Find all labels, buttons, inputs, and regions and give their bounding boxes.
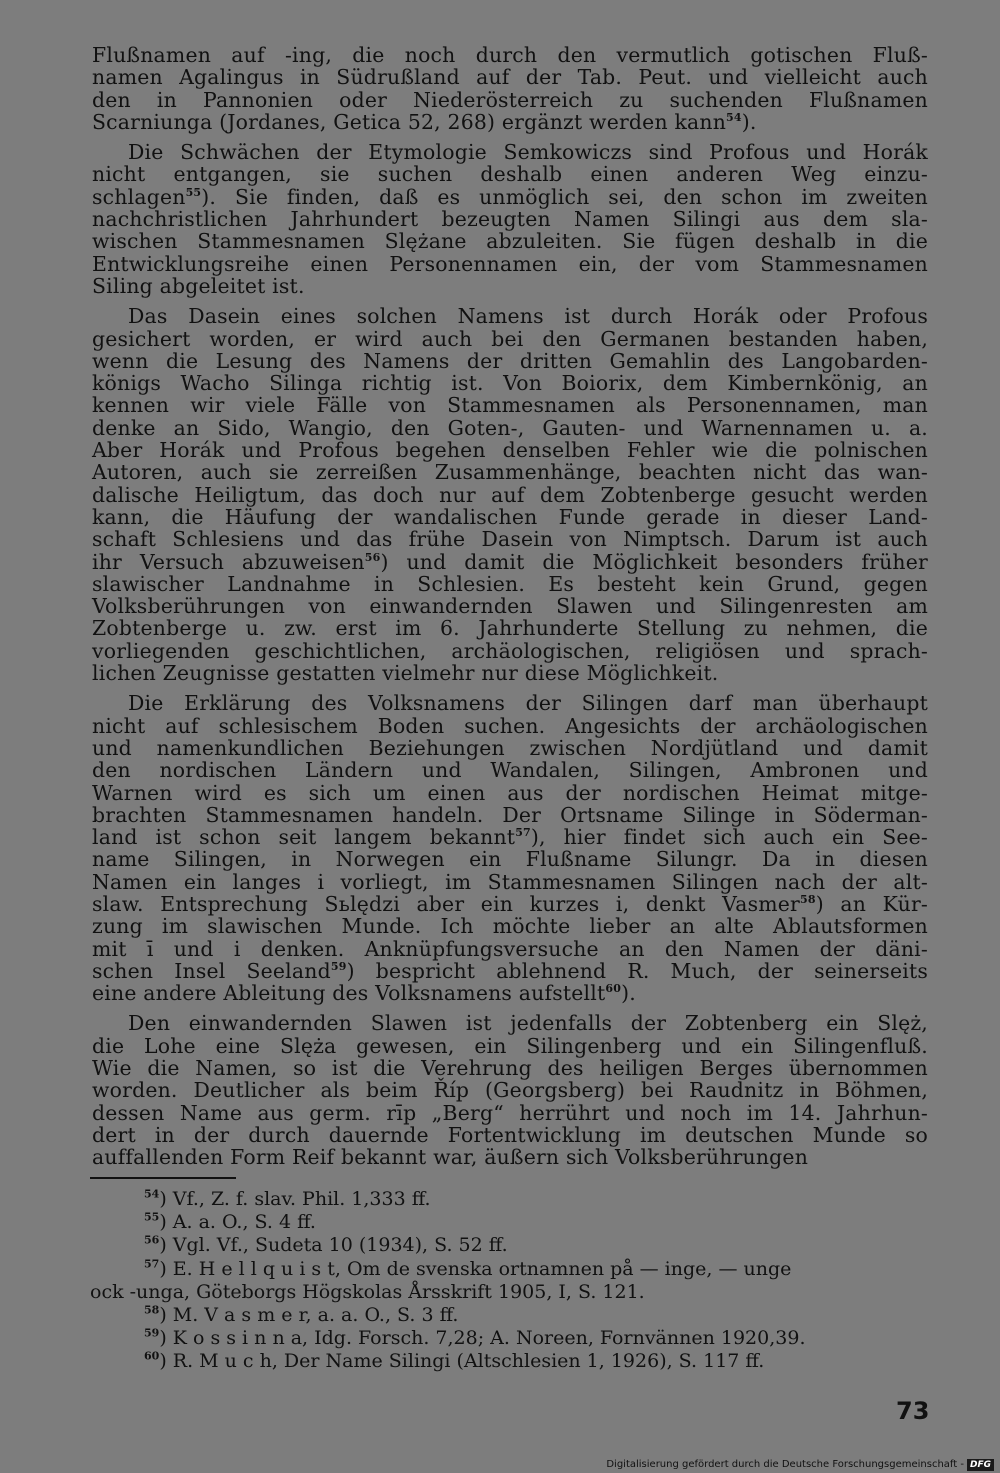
text-line: slaw. Entsprechung Sьlędzi aber ein kurzes i, denkt Vasmer$^{58}$) an Kür- (92, 891, 929, 916)
text-line: eine andere Ableitung des Volksnamens aufstellt$^{60}$). (92, 981, 636, 1006)
footnote: $^{55}$) A. a. O., S. 4 ff. (144, 1210, 316, 1234)
text-line: dalische Heiligtum, das doch nur auf dem Zobtenberge gesucht werden (92, 482, 928, 507)
text-line: gesichert worden, er wird auch bei den Germanen bestanden haben, (92, 326, 928, 351)
footnotes (90, 1188, 930, 1374)
footnote: $^{57}$) E. H e l l q u i s t, Om de svenska ortnamnen på — inge, — unge (144, 1257, 792, 1280)
text-line: zung im slawischen Munde. Ich möchte lieber an alte Ablautsformen (92, 914, 928, 939)
text-line: brachten Stammesnamen handeln. Der Ortsname Silinge in Söderman- (92, 802, 928, 827)
text-line: schlagen$^{55}$). Sie finden, daß es unmöglich sei, den schon im zweiten (92, 184, 928, 209)
text-line: Siling abgeleitet ist. (92, 273, 305, 298)
paragraph (92, 44, 928, 133)
text-line: Entwicklungsreihe einen Personennamen ein, der vom Stammesnamen (92, 251, 928, 276)
footnote-number: 54 (144, 1187, 160, 1201)
text-line: Die Schwächen der Etymologie Semkowiczs sind Profous und Horák (128, 140, 928, 165)
text-line: vorliegenden geschichtlichen, archäologischen, religiösen und sprach- (92, 638, 928, 663)
text-line: denke an Sido, Wangio, den Goten-, Gauten- und Warnennamen u. a. (92, 415, 928, 440)
footnote-number: 60 (144, 1350, 160, 1364)
paragraph (92, 141, 928, 297)
text-line: schen Insel Seeland$^{59}$) bespricht ablehnend R. Much, der seinerseits (92, 958, 928, 983)
text-line: königs Wacho Silinga richtig ist. Von Boiorix, dem Kimbernkönig, an (92, 371, 928, 396)
footnote-number: 55 (144, 1210, 160, 1224)
digitization-credit (606, 1459, 994, 1471)
footnote: ock -unga, Göteborgs Högskolas Årsskrift 1905, I, S. 121. (90, 1280, 645, 1303)
text-line: kennen wir viele Fälle von Stammesnamen als Personennamen, man (92, 393, 928, 418)
text-line: den in Pannonien oder Niederösterreich zu suchenden Flußnamen (92, 87, 928, 112)
text-line: Aber Horák und Profous begehen denselben Fehler wie die polnischen (92, 438, 928, 463)
text-line: Zobtenberge u. zw. erst im 6. Jahrhunderte Stellung zu nehmen, die (92, 616, 928, 641)
text-line: Warnen wird es sich um einen aus der nordischen Heimat mitge- (92, 780, 928, 805)
footnote-ref: 55 (185, 185, 202, 199)
dfg-logo: DFG (967, 1459, 994, 1471)
footnote: $^{58}$) M. V a s m e r, a. a. O., S. 3 ff. (144, 1303, 459, 1327)
text-line: mit ī und i denken. Anknüpfungsversuche an den Namen der däni- (92, 936, 928, 961)
footnote-ref: 58 (800, 893, 816, 907)
footnote-ref: 59 (330, 960, 347, 974)
footnote-ref: 54 (726, 111, 742, 125)
text-line: nicht entgangen, sie suchen deshalb einen anderen Weg einzu- (92, 162, 928, 187)
text-line: dert in der durch dauernde Fortentwicklung im deutschen Munde so (92, 1122, 928, 1147)
main-text (92, 44, 928, 1169)
text-line: wenn die Lesung des Namens der dritten Gemahlin des Langobarden- (92, 348, 928, 373)
footnote-number: 57 (144, 1257, 160, 1271)
credit-text: Digitalisierung gefördert durch die Deutsche Forschungsgemeinschaft - (606, 1459, 964, 1470)
text-line: Das Dasein eines solchen Namens ist durch Horák oder Profous (128, 304, 928, 329)
text-line: slawischer Landnahme in Schlesien. Es besteht kein Grund, gegen (92, 571, 928, 596)
footnote-number: 56 (144, 1234, 160, 1248)
footnote: $^{54}$) Vf., Z. f. slav. Phil. 1,333 ff. (144, 1187, 431, 1210)
footnote-number: 59 (144, 1326, 160, 1340)
text-line: land ist schon seit langem bekannt$^{57}$), hier findet sich auch ein See- (92, 825, 928, 850)
text-line: ihr Versuch abzuweisen$^{56}$) und damit die Möglichkeit besonders früher (92, 549, 928, 574)
text-line: schaft Schlesiens und das frühe Dasein von Nimptsch. Darum ist auch (92, 527, 928, 552)
footnote: $^{60}$) R. M u c h, Der Name Silingi (Altschlesien 1, 1926), S. 117 ff. (144, 1350, 765, 1373)
footnote-number: 58 (144, 1303, 160, 1317)
text-line: Autoren, auch sie zerreißen Zusammenhänge, beachten nicht das wan- (92, 460, 928, 485)
text-line: und namenkundlichen Beziehungen zwischen Nordjütland und damit (92, 735, 928, 760)
text-line: Scarniunga (Jordanes, Getica 52, 268) ergänzt werden kann$^{54}$). (92, 109, 757, 134)
paragraph (92, 305, 928, 684)
text-line: kann, die Häufung der wandalischen Funde gerade in dieser Land- (92, 504, 928, 529)
text-line: den nordischen Ländern und Wandalen, Silingen, Ambronen und (92, 758, 928, 783)
text-line: worden. Deutlicher als beim Říp (Georgsberg) bei Raudnitz in Böhmen, (92, 1078, 928, 1103)
footnote-ref: 57 (515, 826, 531, 840)
text-line: Die Erklärung des Volksnamens der Silingen darf man überhaupt (128, 691, 928, 716)
text-line: die Lohe eine Slęża gewesen, ein Silingenberg und ein Silingenfluß. (92, 1033, 928, 1058)
text-line: dessen Name aus germ. rīp „Berg“ herrührt und noch im 14. Jahrhun- (92, 1100, 928, 1125)
text-line: Den einwandernden Slawen ist jedenfalls der Zobtenberg ein Slęż, (128, 1011, 928, 1036)
paragraph (92, 1012, 928, 1168)
page-number: 73 (896, 1397, 930, 1425)
text-line: Volksberührungen von einwandernden Slawen und Silingenresten am (92, 594, 928, 619)
text-line: Flußnamen auf -ing, die noch durch den vermutlich gotischen Fluß- (92, 43, 928, 67)
paragraph (92, 692, 928, 1004)
footnote: $^{59}$) K o s s i n n a, Idg. Forsch. 7,28; A. Noreen, Fornvännen 1920,39. (144, 1326, 806, 1350)
footnote-ref: 60 (605, 982, 622, 996)
footnote-ref: 56 (364, 550, 381, 564)
text-line: wischen Stammesnamen Slężane abzuleiten. Sie fügen deshalb in die (92, 229, 928, 254)
text-line: nachchristlichen Jahrhundert bezeugten Namen Silingi aus dem sla- (92, 207, 928, 232)
text-line: auffallenden Form Reif bekannt war, äußern sich Volksberührungen (92, 1145, 809, 1170)
footnote-rule (90, 1177, 236, 1179)
text-line: namen Agalingus in Südrußland auf der Tab. Peut. und vielleicht auch (92, 65, 928, 90)
text-line: Wie die Namen, so ist die Verehrung des heiligen Berges übernommen (92, 1056, 928, 1081)
footnote: $^{56}$) Vgl. Vf., Sudeta 10 (1934), S. 52 ff. (144, 1234, 508, 1257)
text-line: nicht auf schlesischem Boden suchen. Angesichts der archäologischen (92, 713, 928, 738)
text-line: lichen Zeugnisse gestatten vielmehr nur diese Möglichkeit. (92, 661, 719, 686)
text-line: name Silingen, in Norwegen ein Flußname Silungr. Da in diesen (92, 847, 928, 872)
text-line: Namen ein langes i vorliegt, im Stammesnamen Silingen nach der alt- (92, 869, 928, 894)
